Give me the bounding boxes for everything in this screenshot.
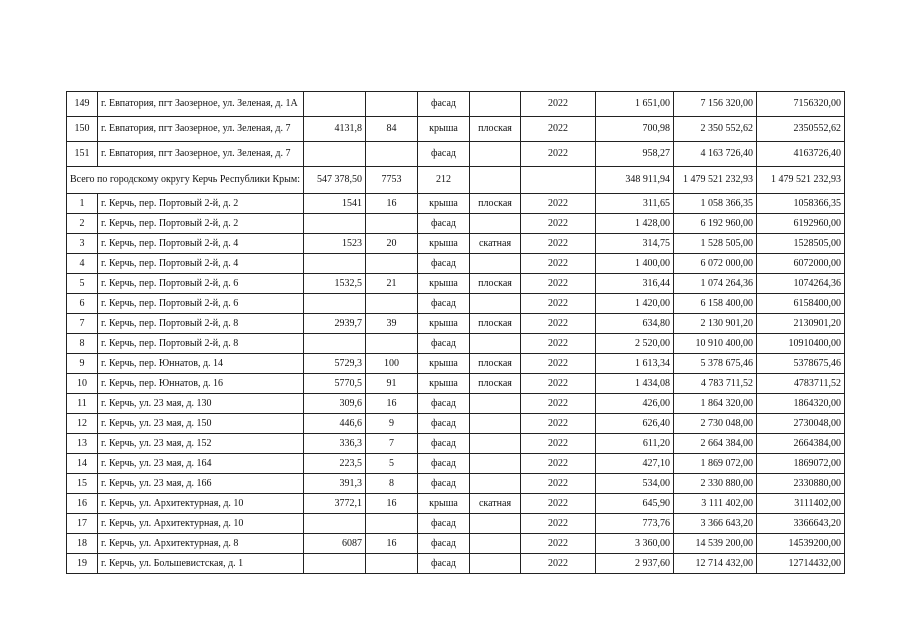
cell-address: г. Керчь, ул. 23 мая, д. 164	[98, 454, 304, 474]
cell-volume: 311,65	[596, 194, 674, 214]
table-row	[67, 374, 845, 394]
cell-address: г. Керчь, пер. Юннатов, д. 14	[98, 354, 304, 374]
cell-residents: 91	[366, 374, 418, 394]
cell-residents	[366, 254, 418, 274]
cell-cost-b: 7156320,00	[757, 92, 845, 117]
cell-area: 1523	[304, 234, 366, 254]
table-row	[67, 474, 845, 494]
cell-address: г. Керчь, пер. Портовый 2-й, д. 4	[98, 234, 304, 254]
cell-year: 2022	[521, 434, 596, 454]
cell-cost-a: 2 130 901,20	[674, 314, 757, 334]
cell-number: 6	[67, 294, 98, 314]
cell-number: 149	[67, 92, 98, 117]
cell-volume: 3 360,00	[596, 534, 674, 554]
summary-row	[67, 167, 845, 194]
cell-area	[304, 214, 366, 234]
cell-cost-b: 1528505,00	[757, 234, 845, 254]
cell-residents	[366, 514, 418, 534]
table-row	[67, 142, 845, 167]
cell-volume: 2 937,60	[596, 554, 674, 574]
cell-address: г. Керчь, пер. Портовый 2-й, д. 8	[98, 314, 304, 334]
cell-work-type: фасад	[418, 92, 470, 117]
cell-work-type: крыша	[418, 314, 470, 334]
cell-area	[304, 294, 366, 314]
cell-roof-type	[470, 534, 521, 554]
cell-number: 12	[67, 414, 98, 434]
cell-area	[304, 554, 366, 574]
cell-area: 336,3	[304, 434, 366, 454]
cell-area: 391,3	[304, 474, 366, 494]
cell-residents: 8	[366, 474, 418, 494]
cell-volume: 427,10	[596, 454, 674, 474]
cell-number: 15	[67, 474, 98, 494]
cell-number: 13	[67, 434, 98, 454]
cell-volume: 611,20	[596, 434, 674, 454]
cell-cost-b: 2350552,62	[757, 117, 845, 142]
cell-volume: 534,00	[596, 474, 674, 494]
cell-volume: 2 520,00	[596, 334, 674, 354]
cell-roof-type	[470, 294, 521, 314]
summary-residents: 7753	[366, 167, 418, 194]
cell-volume: 1 651,00	[596, 92, 674, 117]
cell-work-type: фасад	[418, 214, 470, 234]
cell-volume: 1 434,08	[596, 374, 674, 394]
cell-year: 2022	[521, 454, 596, 474]
cell-residents: 20	[366, 234, 418, 254]
cell-roof-type: плоская	[470, 274, 521, 294]
cell-cost-b: 2730048,00	[757, 414, 845, 434]
cell-roof-type	[470, 474, 521, 494]
cell-year: 2022	[521, 234, 596, 254]
cell-roof-type: плоская	[470, 194, 521, 214]
cell-year: 2022	[521, 374, 596, 394]
cell-year: 2022	[521, 494, 596, 514]
cell-cost-a: 3 111 402,00	[674, 494, 757, 514]
cell-residents: 16	[366, 534, 418, 554]
cell-address: г. Евпатория, пгт Заозерное, ул. Зеленая, д. 1А	[98, 92, 304, 117]
table-body-summary	[67, 167, 845, 194]
cell-number: 17	[67, 514, 98, 534]
table-row	[67, 534, 845, 554]
cell-number: 151	[67, 142, 98, 167]
summary-volume: 348 911,94	[596, 167, 674, 194]
cell-cost-b: 4163726,40	[757, 142, 845, 167]
table-body-kerch	[67, 194, 845, 574]
cell-area: 4131,8	[304, 117, 366, 142]
cell-address: г. Керчь, пер. Портовый 2-й, д. 8	[98, 334, 304, 354]
cell-address: г. Керчь, ул. Архитектурная, д. 10	[98, 514, 304, 534]
cell-residents	[366, 554, 418, 574]
cell-cost-a: 1 869 072,00	[674, 454, 757, 474]
cell-residents	[366, 142, 418, 167]
table-row	[67, 194, 845, 214]
cell-address: г. Керчь, ул. 23 мая, д. 166	[98, 474, 304, 494]
cell-work-type: фасад	[418, 414, 470, 434]
cell-cost-a: 2 730 048,00	[674, 414, 757, 434]
cell-work-type: фасад	[418, 554, 470, 574]
cell-address: г. Керчь, пер. Юннатов, д. 16	[98, 374, 304, 394]
cell-volume: 958,27	[596, 142, 674, 167]
summary-cost-b: 1 479 521 232,93	[757, 167, 845, 194]
cell-address: г. Керчь, ул. Большевистская, д. 1	[98, 554, 304, 574]
cell-address: г. Керчь, пер. Портовый 2-й, д. 2	[98, 194, 304, 214]
cell-address: г. Керчь, пер. Портовый 2-й, д. 6	[98, 294, 304, 314]
cell-cost-a: 4 783 711,52	[674, 374, 757, 394]
cell-residents	[366, 92, 418, 117]
summary-empty-roof	[470, 167, 521, 194]
cell-work-type: фасад	[418, 254, 470, 274]
cell-roof-type: скатная	[470, 234, 521, 254]
summary-area: 547 378,50	[304, 167, 366, 194]
cell-volume: 1 613,34	[596, 354, 674, 374]
cell-work-type: фасад	[418, 142, 470, 167]
cell-volume: 1 400,00	[596, 254, 674, 274]
cell-work-type: фасад	[418, 394, 470, 414]
cell-work-type: фасад	[418, 534, 470, 554]
cell-volume: 314,75	[596, 234, 674, 254]
summary-label: Всего по городскому округу Керчь Республики Крым:	[67, 167, 304, 194]
cell-address: г. Керчь, пер. Портовый 2-й, д. 2	[98, 214, 304, 234]
cell-residents: 100	[366, 354, 418, 374]
cell-cost-a: 6 192 960,00	[674, 214, 757, 234]
cell-volume: 626,40	[596, 414, 674, 434]
cell-volume: 773,76	[596, 514, 674, 534]
table-row	[67, 554, 845, 574]
cell-cost-b: 1869072,00	[757, 454, 845, 474]
table-row	[67, 354, 845, 374]
cell-number: 3	[67, 234, 98, 254]
cell-cost-a: 6 158 400,00	[674, 294, 757, 314]
cell-number: 4	[67, 254, 98, 274]
cell-residents	[366, 334, 418, 354]
cell-cost-b: 6192960,00	[757, 214, 845, 234]
summary-cost-a: 1 479 521 232,93	[674, 167, 757, 194]
cell-number: 8	[67, 334, 98, 354]
cell-cost-a: 3 366 643,20	[674, 514, 757, 534]
table-row	[67, 214, 845, 234]
cell-roof-type: плоская	[470, 374, 521, 394]
cell-area	[304, 514, 366, 534]
cell-cost-a: 2 664 384,00	[674, 434, 757, 454]
cell-residents	[366, 214, 418, 234]
cell-number: 7	[67, 314, 98, 334]
cell-residents: 39	[366, 314, 418, 334]
cell-cost-a: 2 350 552,62	[674, 117, 757, 142]
document-sheet	[66, 91, 844, 574]
cell-cost-a: 7 156 320,00	[674, 92, 757, 117]
cell-number: 18	[67, 534, 98, 554]
cell-work-type: крыша	[418, 494, 470, 514]
table-row	[67, 234, 845, 254]
cell-cost-b: 2664384,00	[757, 434, 845, 454]
cell-year: 2022	[521, 117, 596, 142]
table-body-evpatoria	[67, 92, 845, 167]
cell-cost-b: 1864320,00	[757, 394, 845, 414]
cell-year: 2022	[521, 474, 596, 494]
cell-cost-a: 5 378 675,46	[674, 354, 757, 374]
cell-cost-b: 3366643,20	[757, 514, 845, 534]
cell-residents: 7	[366, 434, 418, 454]
cell-cost-a: 4 163 726,40	[674, 142, 757, 167]
cell-address: г. Керчь, пер. Портовый 2-й, д. 4	[98, 254, 304, 274]
cell-number: 5	[67, 274, 98, 294]
cell-year: 2022	[521, 294, 596, 314]
cell-cost-b: 1074264,36	[757, 274, 845, 294]
cell-year: 2022	[521, 92, 596, 117]
cell-cost-a: 1 074 264,36	[674, 274, 757, 294]
cell-work-type: фасад	[418, 454, 470, 474]
cell-work-type: фасад	[418, 334, 470, 354]
cell-year: 2022	[521, 334, 596, 354]
cell-cost-b: 4783711,52	[757, 374, 845, 394]
cell-year: 2022	[521, 194, 596, 214]
cell-year: 2022	[521, 314, 596, 334]
cell-roof-type	[470, 414, 521, 434]
repair-program-table	[66, 91, 845, 574]
cell-address: г. Керчь, пер. Портовый 2-й, д. 6	[98, 274, 304, 294]
cell-cost-a: 2 330 880,00	[674, 474, 757, 494]
table-row	[67, 254, 845, 274]
cell-number: 9	[67, 354, 98, 374]
cell-residents: 16	[366, 194, 418, 214]
cell-area	[304, 334, 366, 354]
cell-roof-type	[470, 514, 521, 534]
cell-volume: 1 420,00	[596, 294, 674, 314]
cell-number: 2	[67, 214, 98, 234]
cell-area: 446,6	[304, 414, 366, 434]
cell-work-type: крыша	[418, 234, 470, 254]
cell-area	[304, 142, 366, 167]
cell-year: 2022	[521, 554, 596, 574]
cell-cost-a: 10 910 400,00	[674, 334, 757, 354]
table-row	[67, 334, 845, 354]
cell-roof-type: плоская	[470, 117, 521, 142]
cell-number: 10	[67, 374, 98, 394]
cell-roof-type	[470, 214, 521, 234]
cell-residents	[366, 294, 418, 314]
summary-empty-year	[521, 167, 596, 194]
cell-address: г. Евпатория, пгт Заозерное, ул. Зеленая, д. 7	[98, 117, 304, 142]
cell-cost-a: 12 714 432,00	[674, 554, 757, 574]
cell-work-type: фасад	[418, 474, 470, 494]
cell-residents: 84	[366, 117, 418, 142]
cell-number: 19	[67, 554, 98, 574]
table-row	[67, 314, 845, 334]
table-row	[67, 117, 845, 142]
cell-cost-b: 5378675,46	[757, 354, 845, 374]
cell-cost-a: 1 058 366,35	[674, 194, 757, 214]
cell-cost-a: 6 072 000,00	[674, 254, 757, 274]
cell-year: 2022	[521, 142, 596, 167]
cell-number: 1	[67, 194, 98, 214]
cell-volume: 700,98	[596, 117, 674, 142]
cell-area: 223,5	[304, 454, 366, 474]
cell-cost-b: 1058366,35	[757, 194, 845, 214]
cell-residents: 5	[366, 454, 418, 474]
cell-number: 16	[67, 494, 98, 514]
cell-year: 2022	[521, 534, 596, 554]
cell-address: г. Евпатория, пгт Заозерное, ул. Зеленая, д. 7	[98, 142, 304, 167]
table-row	[67, 494, 845, 514]
cell-roof-type: плоская	[470, 354, 521, 374]
cell-roof-type: плоская	[470, 314, 521, 334]
cell-work-type: крыша	[418, 374, 470, 394]
cell-cost-b: 14539200,00	[757, 534, 845, 554]
cell-cost-a: 1 864 320,00	[674, 394, 757, 414]
cell-year: 2022	[521, 254, 596, 274]
cell-residents: 21	[366, 274, 418, 294]
cell-address: г. Керчь, ул. Архитектурная, д. 10	[98, 494, 304, 514]
cell-year: 2022	[521, 274, 596, 294]
cell-residents: 9	[366, 414, 418, 434]
cell-area: 3772,1	[304, 494, 366, 514]
cell-volume: 645,90	[596, 494, 674, 514]
cell-area: 1541	[304, 194, 366, 214]
cell-cost-b: 12714432,00	[757, 554, 845, 574]
cell-address: г. Керчь, ул. 23 мая, д. 130	[98, 394, 304, 414]
table-row	[67, 454, 845, 474]
cell-cost-b: 6072000,00	[757, 254, 845, 274]
cell-address: г. Керчь, ул. Архитектурная, д. 8	[98, 534, 304, 554]
cell-area: 6087	[304, 534, 366, 554]
table-row	[67, 92, 845, 117]
cell-cost-b: 2130901,20	[757, 314, 845, 334]
cell-volume: 634,80	[596, 314, 674, 334]
cell-cost-b: 10910400,00	[757, 334, 845, 354]
cell-area: 5729,3	[304, 354, 366, 374]
cell-roof-type: скатная	[470, 494, 521, 514]
cell-year: 2022	[521, 354, 596, 374]
cell-area: 5770,5	[304, 374, 366, 394]
cell-work-type: фасад	[418, 514, 470, 534]
cell-work-type: фасад	[418, 434, 470, 454]
cell-number: 14	[67, 454, 98, 474]
cell-cost-b: 3111402,00	[757, 494, 845, 514]
cell-year: 2022	[521, 414, 596, 434]
cell-volume: 1 428,00	[596, 214, 674, 234]
cell-address: г. Керчь, ул. 23 мая, д. 152	[98, 434, 304, 454]
cell-work-type: фасад	[418, 294, 470, 314]
cell-cost-b: 6158400,00	[757, 294, 845, 314]
cell-cost-b: 2330880,00	[757, 474, 845, 494]
cell-area	[304, 92, 366, 117]
cell-volume: 316,44	[596, 274, 674, 294]
cell-area: 1532,5	[304, 274, 366, 294]
cell-year: 2022	[521, 514, 596, 534]
table-row	[67, 434, 845, 454]
cell-residents: 16	[366, 494, 418, 514]
cell-number: 150	[67, 117, 98, 142]
cell-work-type: крыша	[418, 274, 470, 294]
cell-work-type: крыша	[418, 117, 470, 142]
summary-count: 212	[418, 167, 470, 194]
cell-year: 2022	[521, 394, 596, 414]
cell-roof-type	[470, 142, 521, 167]
cell-cost-a: 1 528 505,00	[674, 234, 757, 254]
cell-residents: 16	[366, 394, 418, 414]
cell-roof-type	[470, 254, 521, 274]
cell-roof-type	[470, 554, 521, 574]
table-row	[67, 514, 845, 534]
cell-work-type: крыша	[418, 194, 470, 214]
cell-number: 11	[67, 394, 98, 414]
cell-area: 309,6	[304, 394, 366, 414]
cell-address: г. Керчь, ул. 23 мая, д. 150	[98, 414, 304, 434]
cell-volume: 426,00	[596, 394, 674, 414]
cell-roof-type	[470, 92, 521, 117]
cell-work-type: крыша	[418, 354, 470, 374]
cell-roof-type	[470, 454, 521, 474]
cell-roof-type	[470, 334, 521, 354]
cell-area: 2939,7	[304, 314, 366, 334]
cell-cost-a: 14 539 200,00	[674, 534, 757, 554]
cell-roof-type	[470, 434, 521, 454]
cell-year: 2022	[521, 214, 596, 234]
table-row	[67, 394, 845, 414]
cell-roof-type	[470, 394, 521, 414]
table-row	[67, 414, 845, 434]
table-row	[67, 274, 845, 294]
cell-area	[304, 254, 366, 274]
table-row	[67, 294, 845, 314]
